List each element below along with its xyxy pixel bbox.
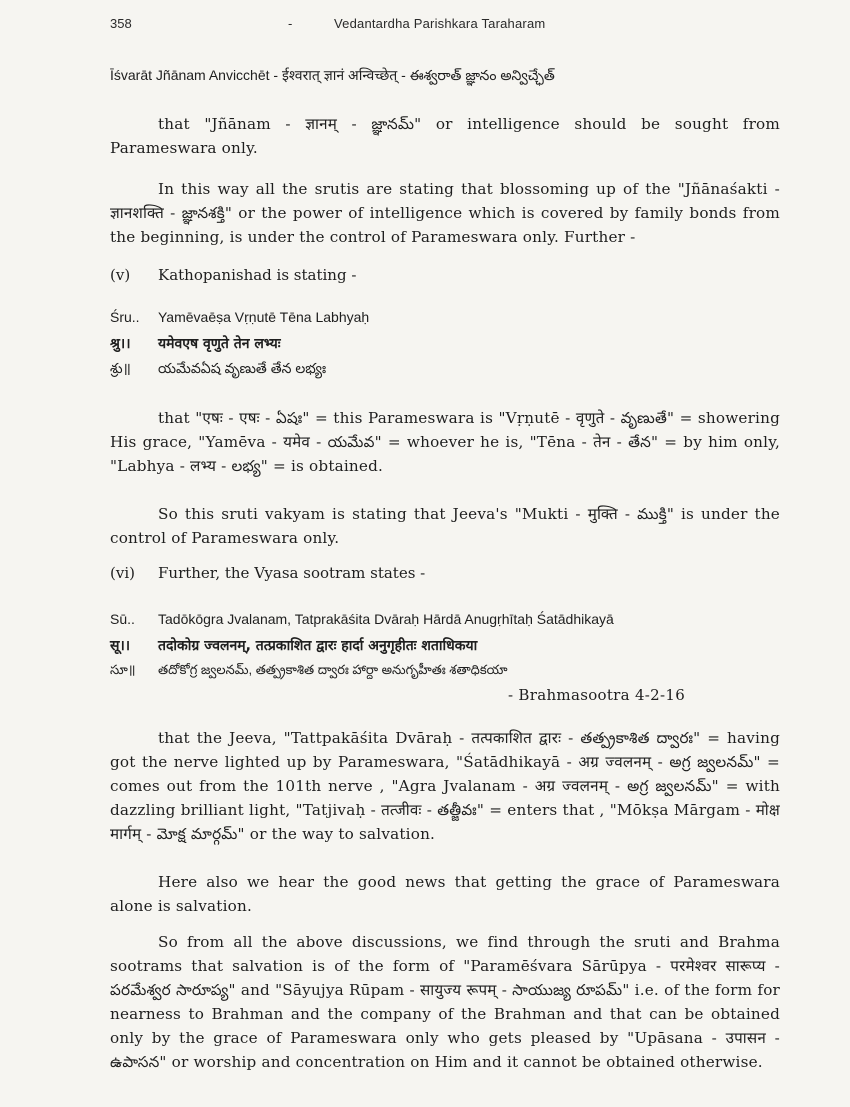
verse-text: Tadōkōgra Jvalanam, Tatprakāśita Dvāraḥ Hārdā Anugṛhītaḥ Śatādhikayā	[158, 611, 614, 627]
running-title: Vedantardha Parishkara Taraharam	[334, 16, 546, 31]
verse-text: యమేవఏష వృణుతే తేన లభ్యః	[158, 360, 327, 376]
verse-tag: श्रु।।	[110, 336, 131, 352]
paragraph-2: In this way all the srutis are stating that blossoming up of the "Jñānaśakti - ज्ञानशक्ति - జ్ఞానశక్తి" or the power of intelligence which is covered by family bonds from the beginning, is under the control of Parameswara only. Further -	[110, 180, 780, 246]
paragraph-6: Here also we hear the good news that getting the grace of Parameswara alone is salvation.	[110, 873, 780, 915]
verse-text: తదోకోగ్ర జ్వలనమ్, తత్ప్రకాశిత ద్వారః హార్దా అనుగృహీతః శతాధికయా	[158, 662, 508, 677]
page-number: 358	[110, 16, 132, 31]
verse-text: Yamēvaēṣa Vṛṇutē Tēna Labhyaḥ	[158, 309, 370, 325]
verse-tag: సూ॥	[110, 662, 136, 677]
list-item-number: (vi)	[110, 564, 135, 582]
verse-1-telugu	[110, 360, 326, 380]
list-item-vi	[110, 564, 425, 582]
verse-tag: सू।।	[110, 638, 131, 654]
header-separator: -	[288, 16, 293, 31]
page-header	[110, 16, 780, 36]
verse-tag: శ్రు॥	[110, 360, 131, 376]
verse-2-telugu	[110, 662, 508, 681]
section-heading: Īśvarāt Jñānam Anvicchēt - ईश्वरात् ज्ञानं अन्विच्छेत् - ఈశ్వరాత్ జ్ఞానం అన్విచ్ఛేత్	[110, 67, 555, 83]
verse-1-roman	[110, 309, 369, 325]
verse-2-roman	[110, 611, 614, 627]
verse-1-devanagari	[110, 334, 281, 353]
verse-tag: Sū..	[110, 611, 135, 627]
paragraph-4: So this sruti vakyam is stating that Jeeva's "Mukti - मुक्ति - ముక్తి" is under the control of Parameswara only.	[110, 505, 780, 547]
list-item-number: (v)	[110, 266, 131, 284]
list-item-v	[110, 266, 356, 284]
paragraph-1: that "Jñānam - ज्ञानम् - జ్ఞానమ్" or intelligence should be sought from Parameswara only.	[110, 115, 780, 157]
paragraph-3: that "एषः - एषः - ఏషః" = this Parameswara is "Vṛṇutē - वृणुते - వృణుతే" = showering His grace, "Yamēva - यमेव - యమేవ" = whoever he is, "Tēna - तेन - తేన" = by him only, "Labhya - लभ्य - లభ్య" = is obtained.	[110, 409, 780, 475]
verse-text: यमेवएष वृणुते तेन लभ्यः	[158, 336, 281, 352]
verse-2-devanagari	[110, 636, 477, 655]
list-item-text: Further, the Vyasa sootram states -	[158, 564, 426, 582]
verse-text: तदोकोग्र ज्वलनम्, तत्प्रकाशित द्वारः हार्दा अनुगृहीतः शताधिकया	[158, 638, 478, 654]
verse-tag: Śru..	[110, 309, 140, 325]
paragraph-5: that the Jeeva, "Tattpakāśita Dvāraḥ - तत्पकाशित द्वारः - తత్ప్రకాశిత ద్వారః" = having got the nerve lighted up by Parameswara, "Śatādhikayā - अग्र ज्वलनम् - అగ్ర జ్వలనమ్" = comes out from the 101th nerve , "Agra Jvalanam - अग्र ज्वलनम् - అగ్ర జ్వలనమ్" = with dazzling brilliant light, "Tatjivaḥ - तत्जीवः - తత్జీవః" = enters that , "Mōkṣa Mārgam - मोक्ष मार्गम् - మోక్ష మార్గమ్" or the way to salvation.	[110, 729, 780, 843]
list-item-text: Kathopanishad is stating -	[158, 266, 357, 284]
paragraph-7: So from all the above discussions, we find through the sruti and Brahma sootrams that salvation is of the form of "Paramēśvara Sārūpya - परमेश्वर सारूप्य - పరమేశ్వర సారూప్య" and "Sāyujya Rūpam - सायुज्य रूपम् - సాయుజ్య రూపమ్" i.e. of the form for nearness to Brahman and the company of the Brahman and that can be obtained only by the grace of Parameswara only who gets pleased by "Upāsana - उपासन - ఉపాసన" or worship and concentration on Him and it cannot be obtained otherwise.	[110, 933, 780, 1071]
source-reference: - Brahmasootra 4-2-16	[508, 686, 686, 704]
